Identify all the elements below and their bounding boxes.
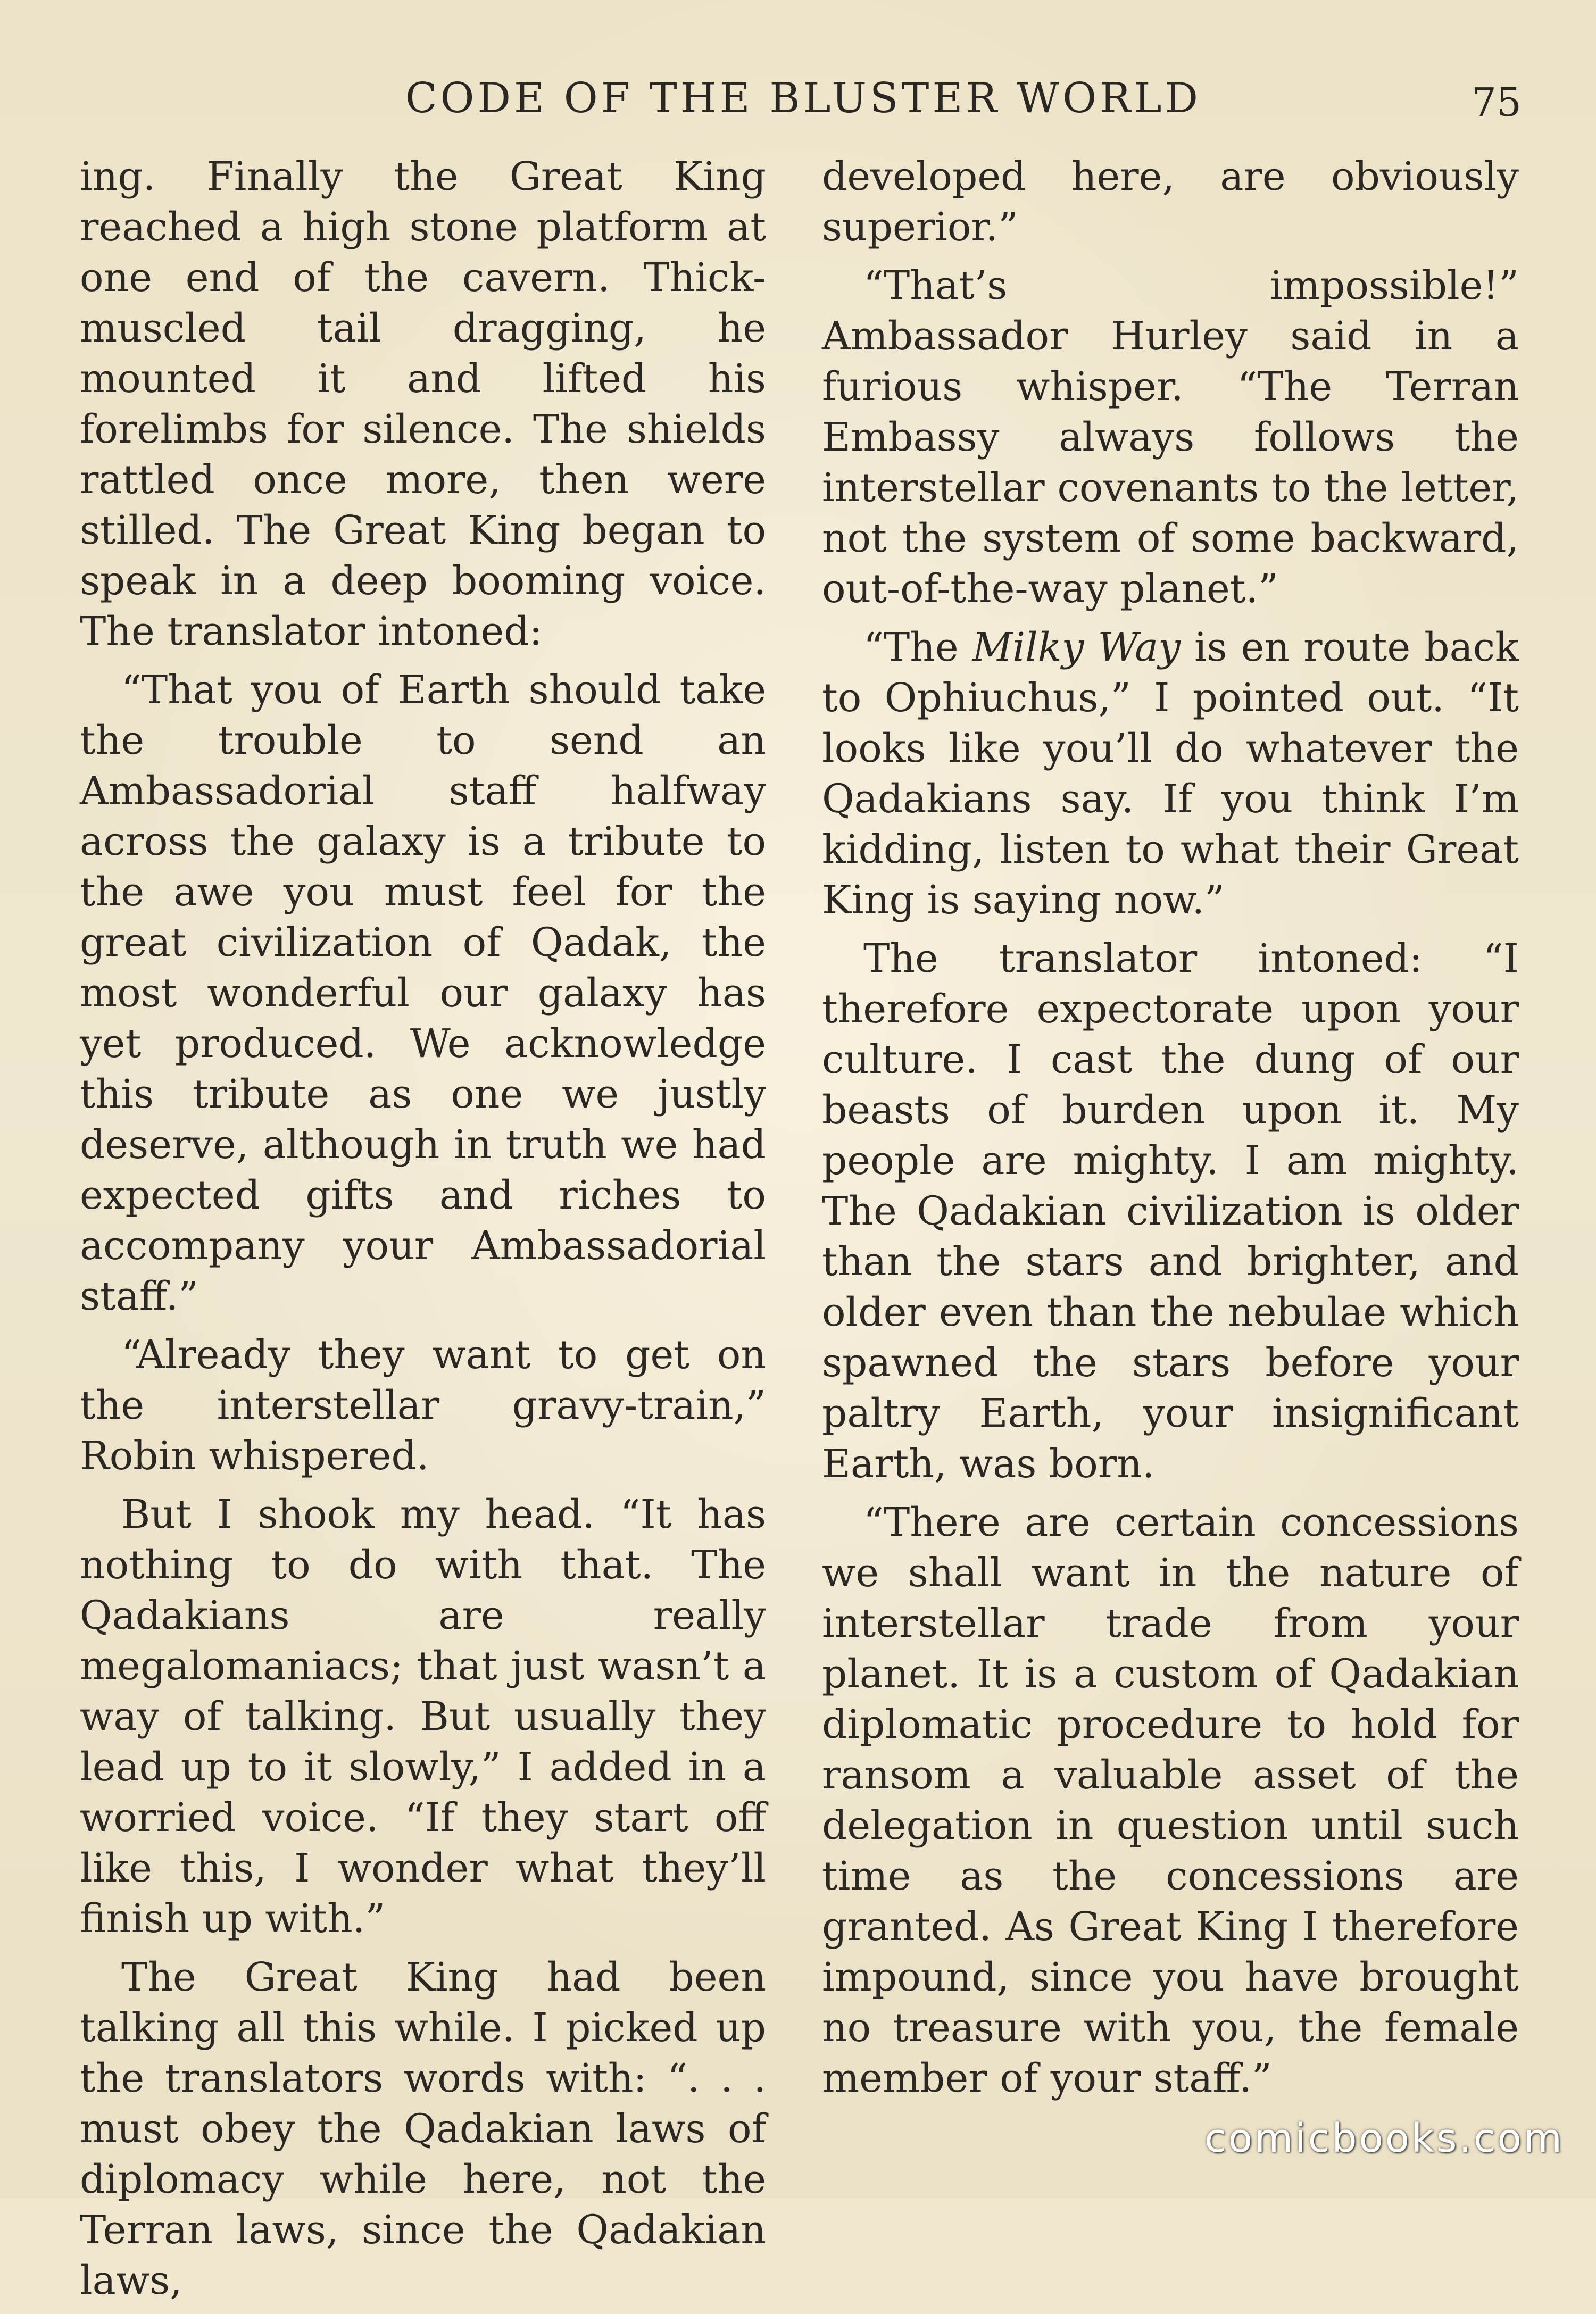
paragraph-text: is en route back to Ophiuchus,” I pointed out. “It looks like you’ll do whatever the Qadakians say. If you think I’m kidding, listen to what their Great King is saying now.” <box>822 625 1519 923</box>
paragraph: developed here, are obviously superior.” <box>822 154 1519 250</box>
paragraph: The translator intoned: “I therefore expectorate upon your culture. I cast the dung of our beasts of burden upon it. My people are mighty. I am mighty. The Qadakian civilization is older than the stars and brighter, and older even than the nebulae which spawned the stars before your paltry Earth, your insignificant Earth, was born. <box>822 936 1519 1487</box>
paragraph-text: “The <box>863 625 972 670</box>
running-title: CODE OF THE BLUSTER WORLD <box>405 74 1202 122</box>
paragraph: “That’s impossible!” Ambassador Hurley said in a furious whisper. “The Terran Embassy always follows the interstellar covenants to the letter, not the system of some backward, out-of-the-way planet.” <box>822 263 1519 612</box>
left-column <box>80 152 766 2314</box>
paragraph: ing. Finally the Great King reached a high stone platform at one end of the cavern. Thick-muscled tail dragging, he mounted it and lifted his forelimbs for silence. The shields rattled once more, then were stilled. The Great King began to speak in a deep booming voice. The translator intoned: <box>80 154 766 654</box>
paragraph: “That you of Earth should take the trouble to send an Ambassadorial staff halfway across the galaxy is a tribute to the awe you must feel for the great civilization of Qadak, the most wonderful our galaxy has yet produced. We acknowledge this tribute as one we justly deserve, although in truth we had expected gifts and riches to accompany your Ambassadorial staff.” <box>80 667 766 1319</box>
page-number: 75 <box>1471 80 1522 126</box>
watermark: comicbooks.com <box>1204 2116 1564 2161</box>
paragraph: The Great King had been talking all this while. I picked up the translators words with: “. . . must obey the Qadakian laws of diplomacy while here, not the Terran laws, since the Qadakian laws, <box>80 1954 766 2303</box>
ship-name: Milky Way <box>972 625 1181 670</box>
paragraph: But I shook my head. “It has nothing to do with that. The Qadakians are really megalomaniacs; that just wasn’t a way of talking. But usually they lead up to it slowly,” I added in a worried voice. “If they start off like this, I wonder what they’ll finish up with.” <box>80 1492 766 1942</box>
paragraph <box>822 622 1519 926</box>
paragraph: “Already they want to get on the interstellar gravy-train,” Robin whispered. <box>80 1332 766 1479</box>
running-head <box>0 69 1596 128</box>
right-column <box>822 152 1519 2112</box>
paragraph: “There are certain concessions we shall want in the nature of interstellar trade from your planet. It is a custom of Qadakian diplomatic procedure to hold for ransom a valuable asset of the delegation in question until such time as the concessions are granted. As Great King I therefore impound, since you have brought no treasure with you, the female member of your staff.” <box>822 1500 1519 2101</box>
